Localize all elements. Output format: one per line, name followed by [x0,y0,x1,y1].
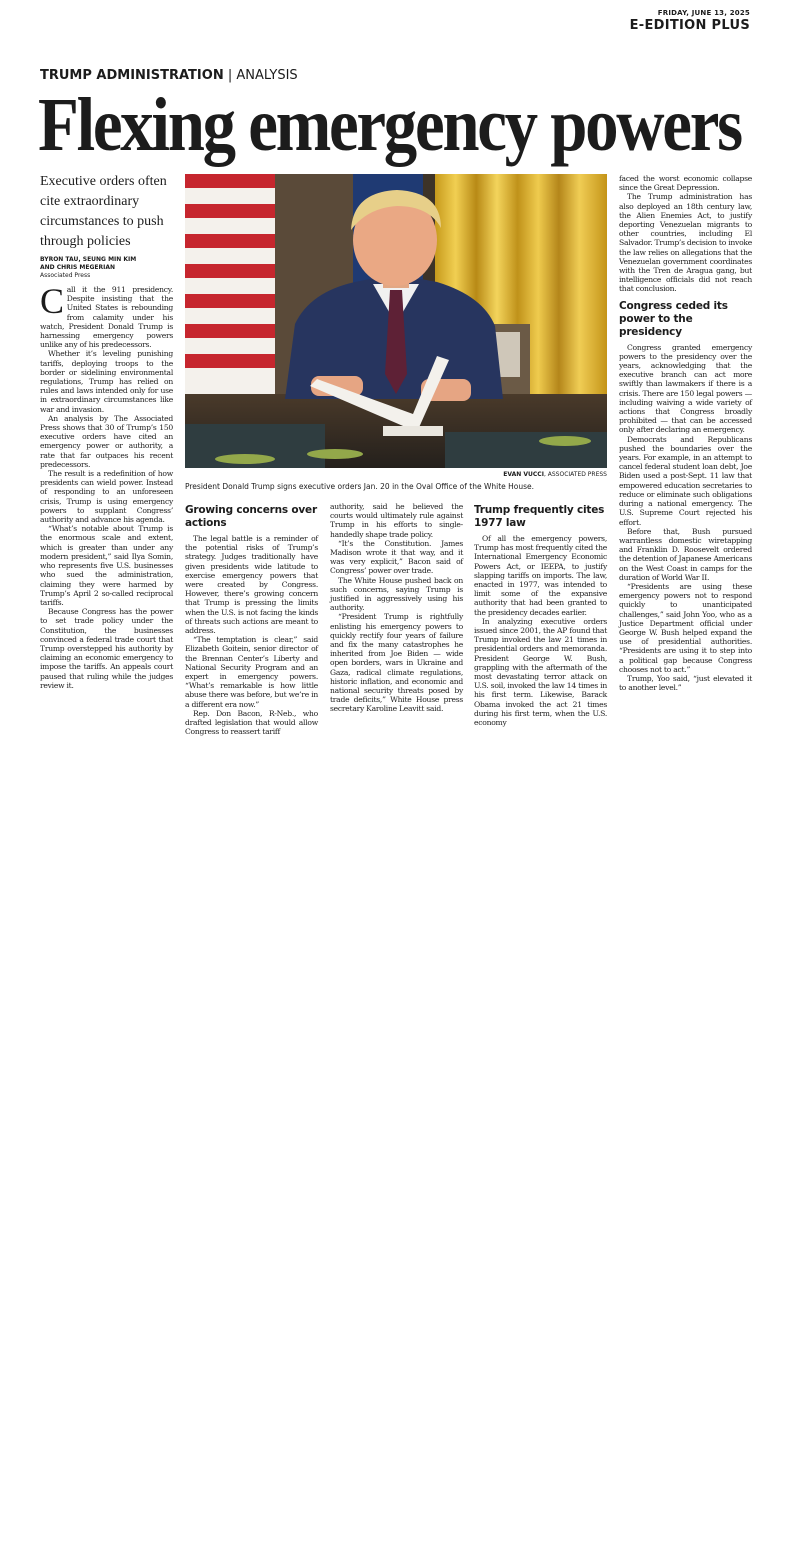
edition-title: E-EDITION PLUS [629,18,750,33]
article-paragraph: “President Trump is rightfully enlisting his emergency powers to quickly rectify four years of failure and fix the many catastrophes he inherited from Joe Biden — wide open borders, wars in Ukraine and Gaza, radical climate regulations, historic inflation, and economic and national security threats posed by trade deficits,” White House press secretary Karoline Leavitt said. [330,612,463,714]
oval-office-photo [185,174,607,468]
photo [185,174,607,468]
article-paragraph: An analysis by The Associated Press shows that 30 of Trump’s 150 executive orders have cited an emergency power or authority, a rate that far outpaces his recent predecessors. [40,413,173,469]
photo-credit-agency: , ASSOCIATED PRESS [543,471,607,478]
article-paragraph: The legal battle is a reminder of the potential risks of Trump’s strategy. Judges traditionally have given presidents wide latitude to exercise emergency powers that were created by Congress. However, there’s growing concern that Trump is pressing the limits when the U.S. is not facing the kinds of threats such actions are meant to address. [185,534,318,636]
photo-caption: President Donald Trump signs executive orders Jan. 20 in the Oval Office of the White House. [185,482,535,491]
byline-agency: Associated Press [40,272,91,279]
article-paragraph: The Trump administration has also deployed an 18th century law, the Alien Enemies Act, to justify deporting Venezuelan migrants to other countries, including El Salvador. Trump’s decision to invoke the law relies on allegations that the Venezuelan government coordinates with the Tren de Aragua gang, but intelligence officials did not reach that conclusion. [619,192,752,294]
article-paragraph: “Presidents are using these emergency powers not to respond quickly to unanticipated challenges,” said John Yoo, who as a Justice Department official under George W. Bush helped expand the use of presidential authorities. “Presidents are using it to step into a political gap because Congress chooses not to act.” [619,581,752,674]
article-paragraph: “It’s the Constitution. James Madison wrote it that way, and it was very explicit,” Bacon said of Congress’ power over trade. [330,538,463,576]
article-paragraph: authority, said he believed the courts would ultimately rule against Trump in his efforts to single-handedly shape trade policy. [330,502,463,539]
masthead [630,9,750,33]
article-paragraph: faced the worst economic collapse since the Great Depression. [619,174,752,193]
drop-cap: C [40,281,64,321]
article-paragraph: Whether it’s leveling punishing tariffs, deploying troops to the border or sidelining environmental regulations, Trump has relied on rules and laws intended only for use in extraordinary circumstances like war and invasion. [40,349,173,414]
kicker-separator: | [223,68,237,83]
article-paragraph: Of all the emergency powers, Trump has most frequently cited the International Emergency Economic Powers Act, or IEEPA, to justify slapping tariffs on imports. The law, enacted in 1977, was intended to limit some of the expansive authority that had been granted to the presidency decades earlier. [474,534,607,617]
article-paragraph: Call it the 911 presidency. Despite insisting that the United States is rebounding from calamity under his watch, President Donald Trump is harnessing emergency powers unlike any of his predecessors. [40,281,173,350]
subhead: Trump frequently cites 1977 law [474,504,605,529]
article-paragraph: “The temptation is clear,” said Elizabeth Goitein, senior director of the Brennan Center’s Liberty and National Security Program and an expert in emergency powers. “What’s remarkable is how little abuse there was before, but we’re in a different era now.” [185,635,318,709]
article-paragraph: The White House pushed back on such concerns, saying Trump is justified in aggressively using his authority. [330,575,463,613]
photo-credit-name: EVAN VUCCI [503,471,544,478]
subhead: Growing concerns over actions [185,504,317,529]
article-paragraph: Congress granted emergency powers to the presidency over the years, acknowledging that the executive branch can act more swiftly than lawmakers if there is a crisis. There are 150 legal powers — including waiving a wide variety of actions that Congress broadly prohibited — that can be accessed only after declaring an emergency. [619,342,752,435]
edition-date: FRIDAY, JUNE 13, 2025 [657,9,750,17]
kicker-label: ANALYSIS [236,68,298,83]
article-paragraph: The result is a redefinition of how presidents can wield power. Instead of responding to an unforeseen crisis, Trump is using emergency powers to supplant Congress’ authority and advance his agenda. [40,469,173,525]
article-column-3 [330,502,463,714]
byline [40,256,174,280]
article-column-4 [474,502,607,727]
article-paragraph: “What’s notable about Trump is the enormous scale and extent, which is greater than under any modern president,” said Ilya Somin, who represents five U.S. businesses who sued the administration, claiming they were harmed by Trump’s April 2 so-called reciprocal tariffs. [40,524,173,607]
article-column-5 [619,174,752,692]
section-kicker [40,68,298,83]
article-paragraph: Democrats and Republicans pushed the boundaries over the years. For example, in an attempt to cancel federal student loan debt, Joe Biden used a post-Sept. 11 law that empowered education secretaries to reduce or eliminate such obligations during a national emergency. The U.S. Supreme Court rejected his effort. [619,434,752,527]
article-paragraph: Rep. Don Bacon, R-Neb., who drafted legislation that would allow Congress to reassert tariff [185,708,318,737]
byline-authors-2: AND CHRIS MEGERIAN [40,264,116,271]
article-paragraph: Trump, Yoo said, “just elevated it to another level.” [619,673,752,693]
byline-authors-1: BYRON TAU, SEUNG MIN KIM [40,256,137,263]
article-paragraph: Because Congress has the power to set trade policy under the Constitution, the businesses convinced a federal trade court that Trump overstepped his authority by claiming an economic emergency to impose the tariffs. An appeals court paused that ruling while the judges review it. [40,607,173,690]
article-paragraph: In analyzing executive orders issued since 2001, the AP found that Trump invoked the law 21 times in presidential orders and memoranda. President George W. Bush, grappling with the aftermath of the most devastating terror attack on U.S. soil, invoked the law 14 times in his first term. Likewise, Barack Obama invoked the act 21 times during his first term, when the U.S. economy [474,616,607,728]
deck: Executive orders often cite extraordinary circumstances to push through policies [40,174,167,249]
article-paragraph: Before that, Bush pursued warrantless domestic wiretapping and Franklin D. Roosevelt ordered the detention of Japanese Americans on the West Coast in camps for the duration of World War II. [619,526,752,582]
article-column-2 [185,502,318,736]
subhead: Congress ceded its power to the presidency [619,299,728,338]
photo-credit [503,471,607,478]
headline: Flexing emergency powers [38,83,741,167]
article-column-1 [40,281,173,690]
kicker-section: TRUMP ADMINISTRATION [40,68,224,83]
